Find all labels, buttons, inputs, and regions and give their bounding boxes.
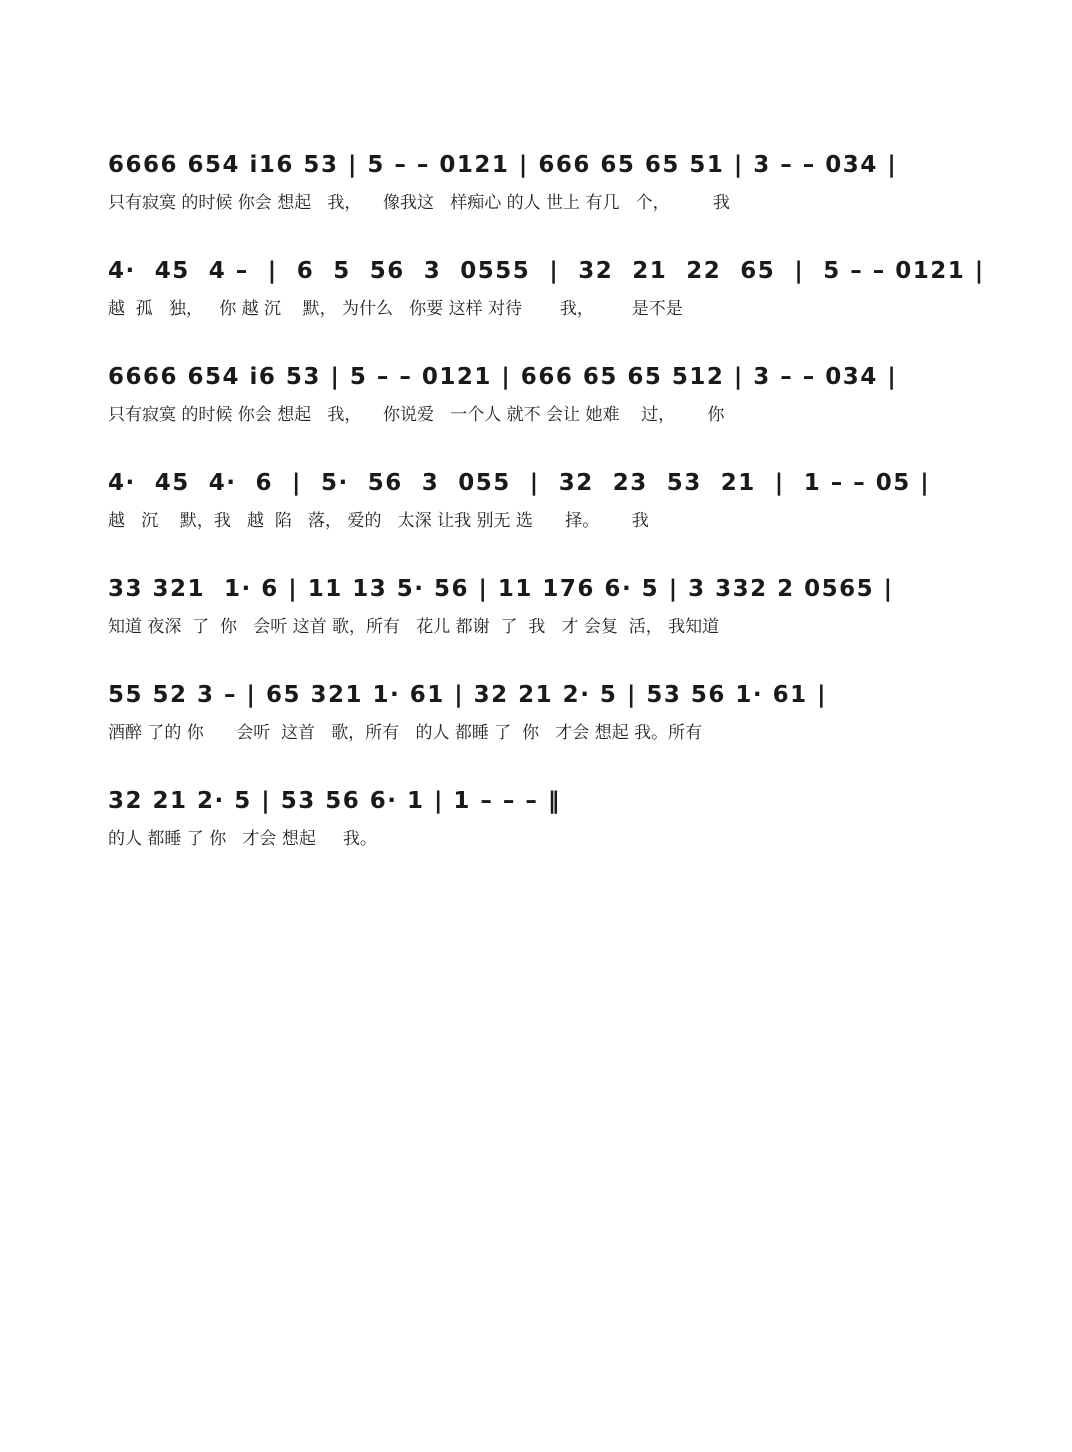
notation-line: 33 321 1· 6 | 11 13 5· 56 | 11 176 6· 5 | 3 332 2 0565 |	[108, 576, 894, 602]
lyrics-line: 越 沉 默，我 越 陷 落， 爱的 太深 让我 别无 选 择。 我	[108, 511, 649, 531]
score-line-4	[108, 468, 968, 568]
notation-line: 32 21 2· 5 | 53 56 6· 1 | 1 – – – ‖	[108, 788, 561, 814]
notation-line: 6666 654 i6 53 | 5 – – 0121 | 666 65 65 512 | 3 – – 034 |	[108, 364, 898, 390]
score-line-5	[108, 574, 968, 674]
notation-line: 4· 45 4· 6 | 5· 56 3 055 | 32 23 53 21 | 1 – – 05 |	[108, 470, 931, 496]
score-line-6	[108, 680, 968, 780]
lyrics-line: 越 孤 独， 你 越 沉 默， 为什么 你要 这样 对待 我， 是不是	[108, 299, 683, 319]
lyrics-line: 只有寂寞 的时候 你会 想起 我， 像我这 样痴心 的人 世上 有几 个， 我	[108, 193, 730, 213]
notation-line: 55 52 3 – | 65 321 1· 61 | 32 21 2· 5 | 53 56 1· 61 |	[108, 682, 828, 708]
lyrics-line: 知道 夜深 了 你 会听 这首 歌，所有 花儿 都谢 了 我 才 会复 活， 我知道	[108, 617, 720, 637]
lyrics-line: 的人 都睡 了 你 才会 想起 我。	[108, 829, 377, 849]
score-line-1	[108, 150, 968, 250]
notation-line: 4· 45 4 – | 6 5 56 3 0555 | 32 21 22 65 | 5 – – 0121 |	[108, 258, 985, 284]
score-line-7	[108, 786, 968, 886]
lyrics-line: 只有寂寞 的时候 你会 想起 我， 你说爱 一个人 就不 会让 她难 过， 你	[108, 405, 725, 425]
notation-line: 6666 654 i16 53 | 5 – – 0121 | 666 65 65 51 | 3 – – 034 |	[108, 152, 898, 178]
score-line-3	[108, 362, 968, 462]
lyrics-line: 酒醉 了的 你 会听 这首 歌，所有 的人 都睡 了 你 才会 想起 我。所有	[108, 723, 703, 743]
score-line-2	[108, 256, 985, 356]
